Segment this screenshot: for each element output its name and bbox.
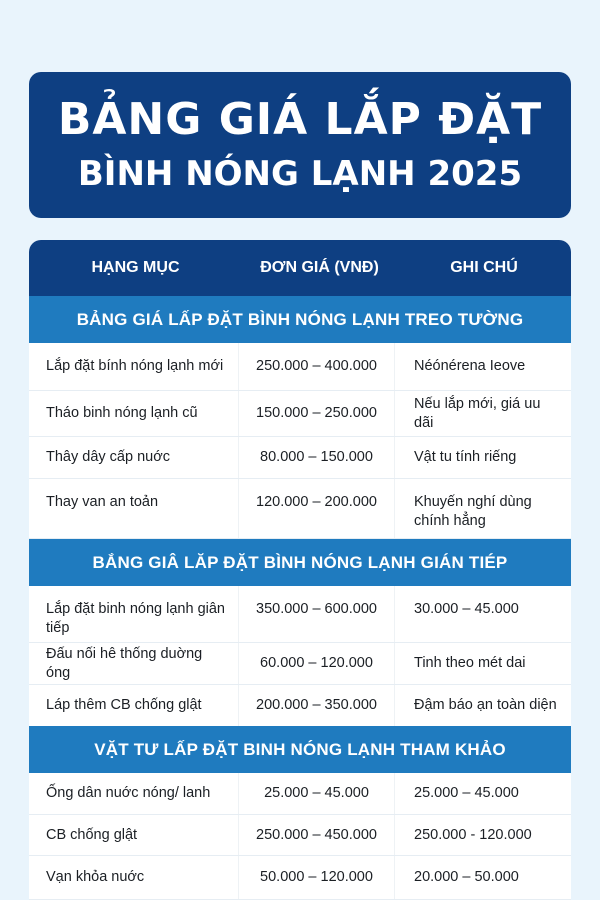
cell-price: 200.000 – 350.000 [239,685,395,726]
cell-price: 50.000 – 120.000 [239,856,395,899]
cell-price: 60.000 – 120.000 [239,643,395,684]
table-row [29,815,571,856]
cell-item: Vạn khỏa nuớc [29,856,239,899]
cell-note: Khuyến nghí dùng chính hẳng [414,494,532,529]
cell-note: 25.000 – 45.000 [414,785,519,801]
price-table [29,240,571,900]
cell-note: Nếu lắp mới, giá uu dãi [414,395,541,431]
table-row [29,856,571,900]
table-row [29,643,571,685]
table-row [29,586,571,643]
cell-note: Đậm báo ạn toàn diện [414,697,557,713]
cell-price: 25.000 – 45.000 [239,773,395,814]
table-row [29,391,571,437]
cell-price: 250.000 – 400.000 [239,343,395,390]
cell-price: 350.000 – 600.000 [239,586,395,642]
cell-price: 250.000 – 450.000 [239,815,395,855]
table-row [29,685,571,726]
cell-price: 120.000 – 200.000 [239,479,395,538]
cell-item: Đấu nối hê thống duờng óng [29,643,239,684]
cell-item: Thây dây cấp nuớc [29,437,239,478]
cell-item: Lắp đặt binh nóng lạnh giân tiếp [29,586,239,642]
cell-price: 150.000 – 250.000 [239,391,395,436]
cell-item: Thay van an toản [29,479,239,538]
header-item: HẠNG MỤC [91,259,180,276]
cell-note: Néónérena Ieove [414,358,526,374]
header-price: ĐƠN GIÁ (VNĐ) [260,259,379,276]
cell-note: Tinh theo mét dai [414,655,526,671]
title-banner [29,72,571,218]
table-row [29,773,571,815]
table-header [29,240,571,296]
cell-note: 30.000 – 45.000 [414,601,519,617]
table-row [29,437,571,479]
cell-item: Lắp đặt bính nóng lạnh mới [29,343,239,390]
cell-note: 20.000 – 50.000 [414,869,519,885]
table-row [29,343,571,391]
cell-item: Ống dân nuớc nóng/ lanh [29,773,239,814]
section-title-indirect: BẮNG GIÂ LĂP ĐẶT BÌNH NÓNG LẠNH GIÁN TIÉP [29,539,571,586]
header-note: GHI CHÚ [450,259,518,276]
cell-item: CB chống glật [29,815,239,855]
cell-note: Vật tu tính riếng [414,449,517,465]
cell-item: Láp thêm CB chống glật [29,685,239,726]
cell-price: 80.000 – 150.000 [239,437,395,478]
cell-note: 250.000 - 120.000 [414,826,532,843]
cell-item: Tháo binh nóng lạnh cũ [29,391,239,436]
table-row [29,479,571,539]
section-title-materials: VẶT TƯ LẤP ĐẶT BINH NÓNG LẠNH THAM KHẢO [29,726,571,773]
title-line-1: BẢNG GIÁ LẮP ĐẶT [57,94,543,145]
section-title-wall-mounted: BẢNG GIÁ LẤP ĐẶT BÌNH NÓNG LẠNH TREO TƯỜNG [29,296,571,343]
title-line-2: BÌNH NÓNG LẠNH 2025 [77,154,523,194]
